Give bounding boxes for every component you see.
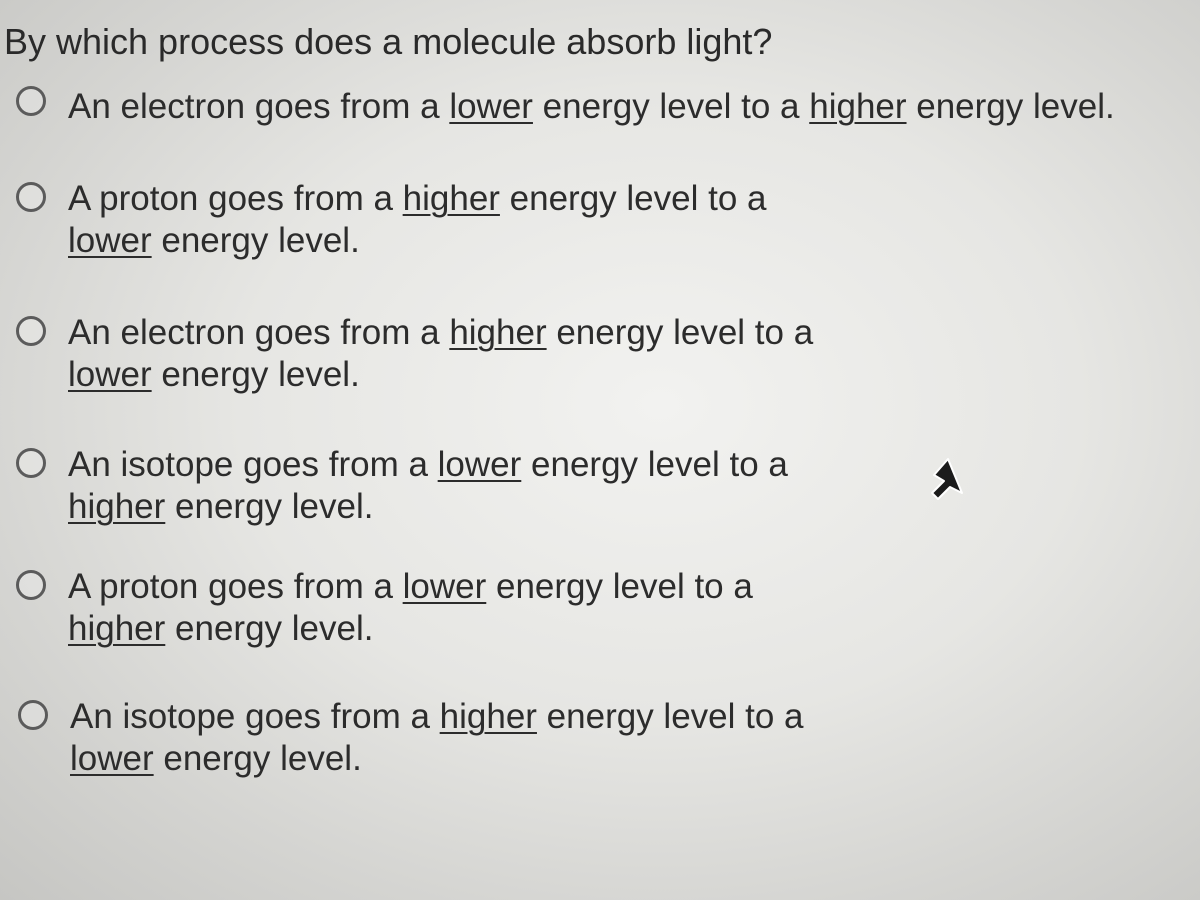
answer-option-text: A proton goes from a higher energy level to a lower energy level. — [68, 179, 767, 260]
answer-option-text: An electron goes from a higher energy level to a lower energy level. — [68, 313, 814, 394]
radio-button-icon[interactable] — [16, 448, 46, 478]
answer-option-2[interactable] — [16, 178, 767, 262]
answer-option-text: An isotope goes from a lower energy level to a higher energy level. — [68, 445, 788, 526]
answer-option-text: A proton goes from a lower energy level to a higher energy level. — [68, 567, 753, 648]
answer-option-6[interactable] — [18, 696, 804, 780]
radio-button-icon[interactable] — [18, 700, 48, 730]
mouse-pointer-icon — [928, 457, 964, 501]
answer-option-text: An isotope goes from a higher energy level to a lower energy level. — [70, 697, 804, 778]
question-text: By which process does a molecule absorb light? — [4, 21, 773, 62]
radio-button-icon[interactable] — [16, 316, 46, 346]
answer-option-3[interactable] — [16, 312, 813, 396]
radio-button-icon[interactable] — [16, 182, 46, 212]
answer-option-4[interactable] — [16, 444, 788, 528]
answer-option-1[interactable] — [16, 82, 1115, 128]
answer-option-text: An electron goes from a lower energy level to a higher energy level. — [68, 87, 1115, 126]
radio-button-icon[interactable] — [16, 570, 46, 600]
radio-button-icon[interactable] — [16, 86, 46, 116]
answer-option-5[interactable] — [16, 566, 753, 650]
